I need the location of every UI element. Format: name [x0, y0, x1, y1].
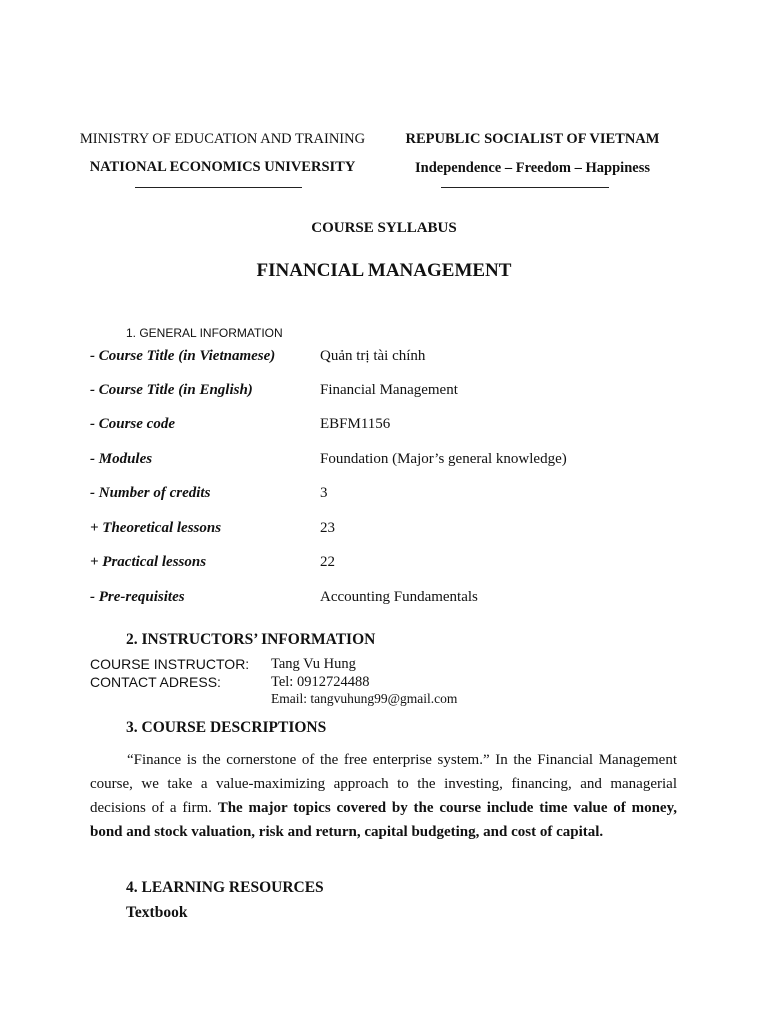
row-value-prerequisites: Accounting Fundamentals: [320, 589, 478, 605]
row-value-title-en: Financial Management: [320, 382, 458, 398]
description-topics: The major topics covered by the course include time value of money, bond and stock valuation, risk and return, capital budgeting, and cost of capital.: [90, 800, 677, 840]
row-value-practical: 22: [320, 554, 335, 570]
resources-heading: 4. LEARNING RESOURCES: [126, 879, 324, 896]
row-label-prerequisites: - Pre-requisites: [90, 589, 185, 605]
row-label-practical: + Practical lessons: [90, 554, 207, 570]
row-label-title-vn: - Course Title (in Vietnamese): [90, 348, 276, 364]
instructors-heading: 2. INSTRUCTORS’ INFORMATION: [126, 631, 376, 648]
republic-name: REPUBLIC SOCIALIST OF VIETNAM: [405, 131, 660, 147]
description-text: “Finance is the cornerstone of the free enterprise system.” In the Financial Management course, we take a value-maximizing approach to the investing, financing, and managerial decisions of a firm.: [90, 752, 677, 816]
row-value-course-code: EBFM1156: [320, 416, 391, 432]
row-label-modules: - Modules: [90, 451, 153, 467]
contact-label: CONTACT ADRESS:: [90, 674, 221, 690]
row-value-modules: Foundation (Major’s general knowledge): [320, 451, 567, 467]
descriptions-heading: 3. COURSE DESCRIPTIONS: [126, 719, 327, 736]
instructor-label: COURSE INSTRUCTOR:: [90, 656, 250, 672]
row-label-title-en: - Course Title (in English): [90, 382, 253, 398]
national-motto: Independence – Freedom – Happiness: [415, 160, 650, 176]
contact-tel: Tel: 0912724488: [271, 674, 370, 690]
ministry-name: MINISTRY OF EDUCATION AND TRAINING: [79, 131, 366, 147]
general-info-heading: 1. GENERAL INFORMATION: [126, 326, 283, 340]
row-label-theoretical: + Theoretical lessons: [90, 520, 222, 536]
instructor-name: Tang Vu Hung: [271, 656, 356, 672]
document-type: COURSE SYLLABUS: [311, 220, 457, 236]
row-label-course-code: - Course code: [90, 416, 175, 432]
row-value-credits: 3: [320, 485, 328, 501]
motto-underline: [441, 187, 609, 188]
course-name-title: FINANCIAL MANAGEMENT: [256, 260, 512, 281]
contact-email: Email: tangvuhung99@gmail.com: [271, 691, 458, 706]
textbook-subheading: Textbook: [126, 904, 188, 921]
row-value-theoretical: 23: [320, 520, 335, 536]
row-value-title-vn: Quản trị tài chính: [320, 348, 426, 364]
description-paragraph: [90, 748, 677, 844]
row-label-credits: - Number of credits: [90, 485, 211, 501]
university-name: NATIONAL ECONOMICS UNIVERSITY: [89, 159, 356, 175]
university-underline: [135, 187, 302, 188]
